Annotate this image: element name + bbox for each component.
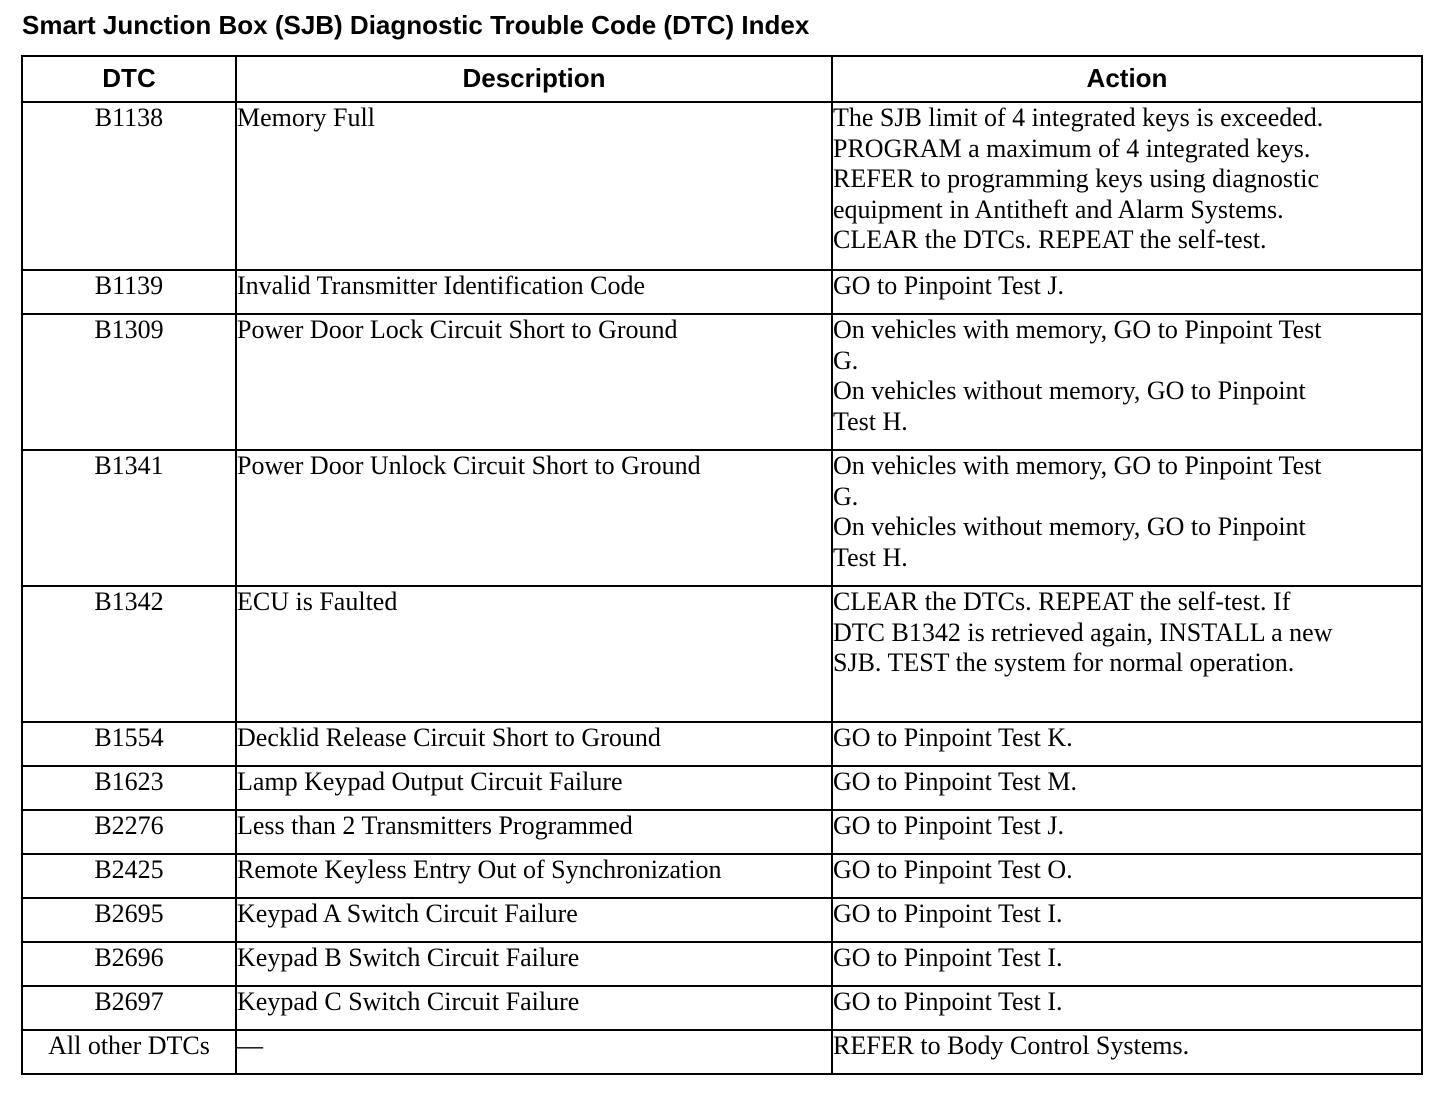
action-line: REFER to Body Control Systems. (833, 1031, 1190, 1060)
action-line: equipment in Antitheft and Alarm Systems. (833, 194, 1284, 224)
header-dtc: DTC (22, 56, 236, 102)
dtc-code-cell: B1554 (22, 722, 236, 766)
table-row (22, 102, 1422, 270)
description-cell: Keypad B Switch Circuit Failure (236, 942, 832, 986)
table-row (22, 854, 1422, 898)
action-cell (832, 586, 1422, 722)
action-line: REFER to programming keys using diagnostic (833, 164, 1320, 193)
action-cell (832, 722, 1422, 766)
dtc-code-cell: B1623 (22, 766, 236, 810)
dtc-code-cell: B1139 (22, 270, 236, 314)
dtc-code-cell: B1342 (22, 586, 236, 722)
action-line: PROGRAM a maximum of 4 integrated keys. (833, 133, 1311, 163)
dtc-code-cell: B2695 (22, 898, 236, 942)
action-line: GO to Pinpoint Test J. (833, 811, 1065, 840)
description-cell: Less than 2 Transmitters Programmed (236, 810, 832, 854)
action-cell (832, 854, 1422, 898)
page-title: Smart Junction Box (SJB) Diagnostic Trouble Code (DTC) Index (22, 10, 810, 40)
header-description: Description (236, 56, 832, 102)
action-line: Test H. (833, 406, 908, 436)
action-line: GO to Pinpoint Test I. (833, 943, 1063, 972)
action-line: Test H. (833, 542, 908, 572)
table-row (22, 450, 1422, 586)
table-row (22, 314, 1422, 450)
table-row (22, 1030, 1422, 1074)
description-cell: ECU is Faulted (236, 586, 832, 722)
description-cell: Lamp Keypad Output Circuit Failure (236, 766, 832, 810)
action-line: On vehicles with memory, GO to Pinpoint Test (833, 451, 1322, 480)
description-cell: Remote Keyless Entry Out of Synchronization (236, 854, 832, 898)
description-cell: Invalid Transmitter Identification Code (236, 270, 832, 314)
action-line: CLEAR the DTCs. REPEAT the self-test. If (833, 587, 1291, 616)
description-cell: Memory Full (236, 102, 832, 270)
description-cell: Power Door Lock Circuit Short to Ground (236, 314, 832, 450)
dtc-code-cell: B2696 (22, 942, 236, 986)
table-row (22, 586, 1422, 722)
action-line: GO to Pinpoint Test O. (833, 855, 1073, 884)
action-cell (832, 270, 1422, 314)
table-row (22, 898, 1422, 942)
action-cell (832, 810, 1422, 854)
action-cell (832, 942, 1422, 986)
action-line: DTC B1342 is retrieved again, INSTALL a new (833, 617, 1333, 647)
action-line: The SJB limit of 4 integrated keys is exceeded. (833, 103, 1324, 132)
table-header-row (22, 56, 1422, 102)
table-row (22, 766, 1422, 810)
action-cell (832, 314, 1422, 450)
action-line: On vehicles without memory, GO to Pinpoint (833, 512, 1306, 541)
dtc-code-cell: B1341 (22, 450, 236, 586)
action-line: On vehicles with memory, GO to Pinpoint Test (833, 315, 1322, 344)
description-cell: Decklid Release Circuit Short to Ground (236, 722, 832, 766)
table-row (22, 986, 1422, 1030)
action-cell (832, 898, 1422, 942)
dtc-index-table (21, 55, 1423, 1075)
dtc-code-cell: All other DTCs (22, 1030, 236, 1074)
action-line: SJB. TEST the system for normal operation. (833, 648, 1295, 677)
description-cell: Keypad A Switch Circuit Failure (236, 898, 832, 942)
header-action: Action (832, 56, 1422, 102)
action-line: GO to Pinpoint Test M. (833, 767, 1078, 796)
dtc-code-cell: B1309 (22, 314, 236, 450)
action-cell (832, 986, 1422, 1030)
dtc-code-cell: B1138 (22, 102, 236, 270)
action-cell (832, 450, 1422, 586)
table-row (22, 942, 1422, 986)
dtc-code-cell: B2276 (22, 810, 236, 854)
action-line: On vehicles without memory, GO to Pinpoint (833, 376, 1306, 405)
action-cell (832, 766, 1422, 810)
action-line: GO to Pinpoint Test J. (833, 271, 1065, 300)
dtc-code-cell: B2697 (22, 986, 236, 1030)
action-line: GO to Pinpoint Test I. (833, 987, 1063, 1016)
action-line: GO to Pinpoint Test K. (833, 723, 1073, 752)
description-cell: Keypad C Switch Circuit Failure (236, 986, 832, 1030)
dtc-code-cell: B2425 (22, 854, 236, 898)
action-cell (832, 102, 1422, 270)
table-row (22, 810, 1422, 854)
action-cell (832, 1030, 1422, 1074)
action-line: GO to Pinpoint Test I. (833, 899, 1063, 928)
table-row (22, 722, 1422, 766)
action-line: G. (833, 345, 859, 375)
description-cell: Power Door Unlock Circuit Short to Ground (236, 450, 832, 586)
description-cell: — (236, 1030, 832, 1074)
action-line: G. (833, 481, 859, 511)
action-line: CLEAR the DTCs. REPEAT the self-test. (833, 225, 1267, 254)
table-row (22, 270, 1422, 314)
